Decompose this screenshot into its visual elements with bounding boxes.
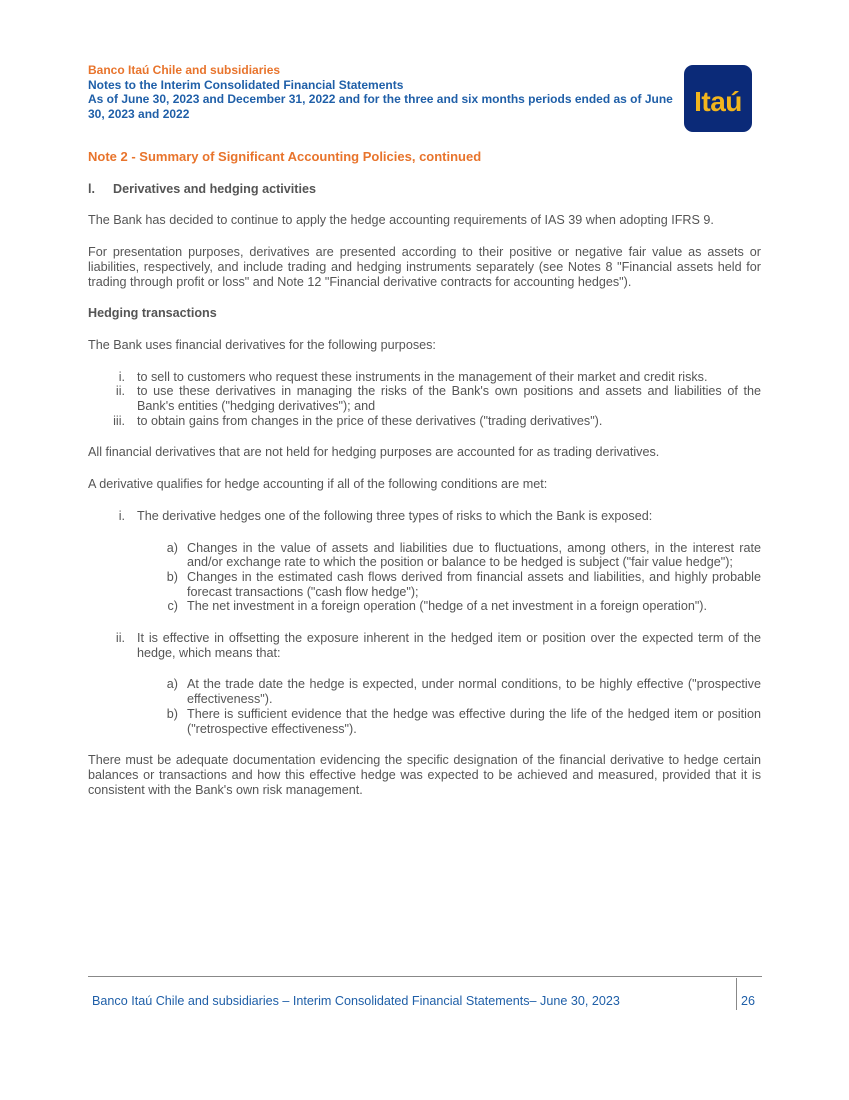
header-company: Banco Itaú Chile and subsidiaries (88, 63, 281, 77)
list-item (137, 677, 761, 706)
hedging-heading: Hedging transactions (88, 306, 217, 321)
page-header (88, 63, 678, 121)
list-item (88, 414, 761, 429)
item-letter: c) (167, 599, 178, 614)
page-number: 26 (741, 994, 756, 1008)
section-title-text: Derivatives and hedging activities (113, 181, 316, 196)
condition-text: The derivative hedges one of the following three types of risks to which the Bank is exposed: (137, 508, 653, 523)
condition-text: It is effective in offsetting the exposure inherent in the hedged item or position over the expected term of the hedge, which means that: (137, 631, 761, 660)
paragraph-presentation: For presentation purposes, derivatives are presented according to their positive or negative fair value as assets or liabilities, respectively, and include trading and hedging instruments separately (see Notes 8 "Financial assets held for trading through profit or loss" and Note 12 "Financial derivative contracts for accounting hedges"). (88, 245, 761, 289)
risk-types-list (137, 541, 761, 615)
header-subtitle: Notes to the Interim Consolidated Financial Statements (88, 77, 404, 92)
item-text: to obtain gains from changes in the price of these derivatives ("trading derivatives"). (137, 413, 603, 428)
logo-text: Itaú (694, 85, 742, 117)
item-number: ii. (115, 384, 125, 399)
hedging-intro: The Bank uses financial derivatives for the following purposes: (88, 337, 436, 352)
paragraph-ias39: The Bank has decided to continue to apply the hedge accounting requirements of IAS 39 when adopting IFRS 9. (88, 213, 714, 228)
closing-paragraph: There must be adequate documentation evidencing the specific designation of the financial derivative to hedge certain balances or transactions and how this effective hedge was expected to be achieved and measured, provided that it is consistent with the Bank's own risk management. (88, 753, 761, 797)
section-number: l. (88, 181, 95, 196)
purposes-list (88, 370, 761, 429)
list-item (137, 599, 761, 614)
section-title (88, 182, 761, 197)
condition-item (88, 509, 761, 614)
item-text: Changes in the value of assets and liabilities due to fluctuations, among others, in the interest rate and/or exchange rate to which the position or balance to be hedged is subject ("fair value hedge"); (187, 540, 761, 570)
footer-vertical-divider (736, 978, 737, 1010)
header-period: As of June 30, 2023 and December 31, 2022 and for the three and six months periods ended as of June 30, 2023 and 2022 (88, 92, 673, 121)
note-title: Note 2 - Summary of Significant Accounting Policies, continued (88, 149, 482, 164)
item-number: iii. (113, 413, 125, 428)
footer-text: Banco Itaú Chile and subsidiaries – Interim Consolidated Financial Statements– June 30, 2023 (92, 994, 620, 1008)
list-item (88, 384, 761, 413)
document-body (88, 150, 761, 814)
item-text: There is sufficient evidence that the hedge was effective during the life of the hedged item or position ("retrospective effectiveness"). (187, 706, 761, 736)
item-text: At the trade date the hedge is expected, under normal conditions, to be highly effective ("prospective effectiveness"). (187, 677, 761, 707)
itau-logo (684, 65, 752, 132)
effectiveness-list (137, 677, 761, 736)
list-item (137, 707, 761, 736)
condition-number: i. (118, 508, 125, 523)
list-item (88, 370, 761, 385)
item-text: to sell to customers who request these instruments in the management of their market and credit risks. (137, 369, 708, 384)
conditions-list (88, 509, 761, 736)
item-number: i. (118, 369, 125, 384)
condition-item (88, 631, 761, 736)
item-letter: a) (166, 677, 178, 692)
item-letter: b) (166, 569, 178, 584)
trading-note: All financial derivatives that are not held for hedging purposes are accounted for as trading derivatives. (88, 445, 660, 460)
footer-divider (88, 976, 762, 977)
item-letter: b) (166, 706, 178, 721)
item-text: to use these derivatives in managing the risks of the Bank's own positions and assets and liabilities of the Bank's entities ("hedging derivatives"); and (137, 384, 761, 414)
item-letter: a) (166, 540, 178, 555)
item-text: Changes in the estimated cash flows derived from financial assets and liabilities, and highly probable forecast transactions ("cash flow hedge"); (187, 569, 761, 599)
qualifies-intro: A derivative qualifies for hedge accounting if all of the following conditions are met: (88, 477, 548, 492)
list-item (137, 570, 761, 599)
list-item (137, 541, 761, 570)
condition-number: ii. (115, 631, 125, 646)
item-text: The net investment in a foreign operation ("hedge of a net investment in a foreign operation"). (187, 599, 708, 614)
